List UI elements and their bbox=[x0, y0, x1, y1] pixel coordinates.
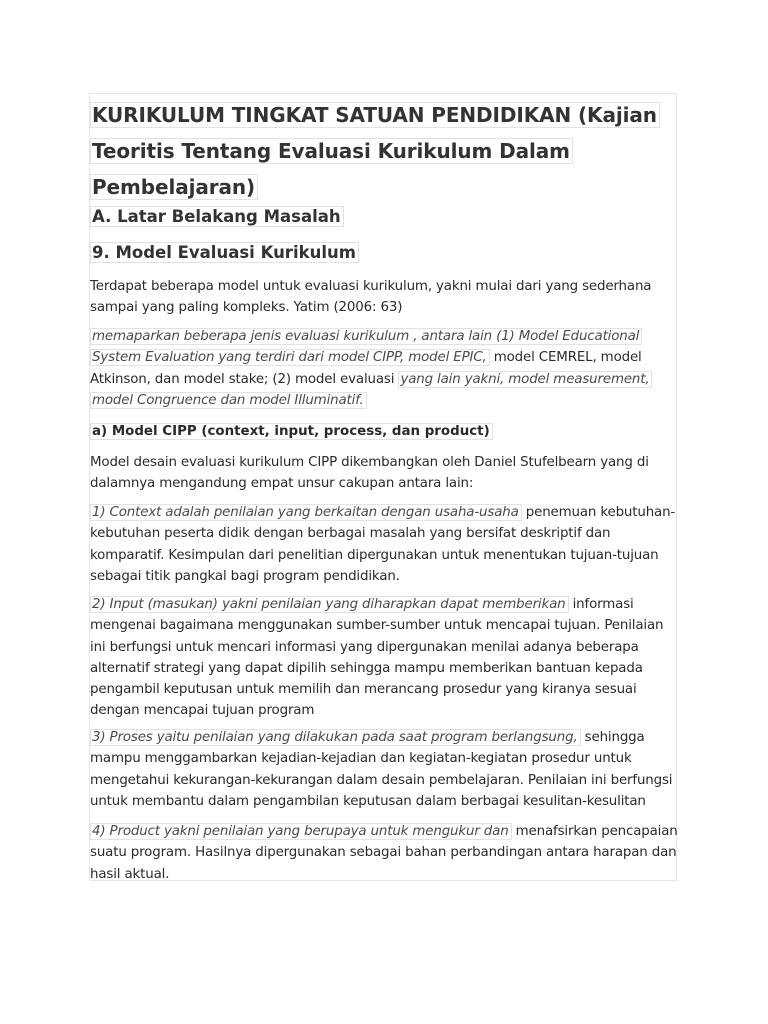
paragraph-intro bbox=[90, 276, 678, 319]
list-item-process-lead: 3) Proses yaitu penilaian yang dilakukan pada saat program berlangsung, bbox=[90, 729, 581, 746]
list-item-process-rest: sehingga mampu menggambarkan kejadian-kejadian dan kegiatan-kegiatan prosedur untuk mengetahui kekurangan-kekurangan dalam desain pembelajaran. Penilaian ini berfungsi untuk membantu dalam pengambilan keputusan dalam berbagai kesulitan-kesulitan bbox=[90, 730, 673, 809]
list-item-product-rest: menafsirkan pencapaian suatu program. Hasilnya dipergunakan sebagai bahan perbandingan antara harapan dan hasil aktual. bbox=[90, 824, 678, 882]
section-heading-9-text: 9. Model Evaluasi Kurikulum bbox=[90, 242, 359, 263]
models-normal-part: model CEMREL, model Atkinson, dan model stake; (2) model evaluasi bbox=[90, 350, 642, 387]
list-item-input-rest: informasi mengenai bagaimana menggunakan sumber-sumber untuk mencapai tujuan. Penilaian ini berfungsi untuk mencari informasi yang dipergunakan menilai adanya beberapa alternatif strategi yang dapat dipilih sehingga mampu memberikan bantuan kepada pengambil keputusan untuk memilih dan merancang prosedur yang kiranya sesuai dengan mencapai tujuan program bbox=[90, 597, 664, 719]
list-item-process bbox=[90, 727, 678, 812]
subheading-cipp-text: a) Model CIPP (context, input, process, dan product) bbox=[90, 423, 493, 440]
list-item-context bbox=[90, 502, 678, 587]
document-title bbox=[90, 97, 670, 205]
subheading-cipp bbox=[90, 422, 493, 442]
paragraph-cipp-intro-text: Model desain evaluasi kurikulum CIPP dikembangkan oleh Daniel Stufelbearn yang di dalamnya mengandung empat unsur cakupan antara lain: bbox=[90, 455, 649, 492]
list-item-input bbox=[90, 594, 678, 722]
models-italic-part-1: memaparkan beberapa jenis evaluasi kurikulum , antara lain (1) Model Educational System Evaluation yang terdiri dari model CIPP, model EPIC, bbox=[90, 328, 642, 366]
list-item-product bbox=[90, 821, 678, 885]
list-item-input-lead: 2) Input (masukan) yakni penilaian yang diharapkan dapat memberikan bbox=[90, 596, 569, 613]
models-italic-part-2: yang lain yakni, model measurement, model Congruence dan model Illuminatif. bbox=[90, 371, 652, 409]
paragraph-cipp-intro bbox=[90, 452, 678, 495]
section-heading-a-text: A. Latar Belakang Masalah bbox=[90, 206, 344, 227]
section-heading-a bbox=[90, 206, 344, 228]
list-item-context-rest: penemuan kebutuhan-kebutuhan peserta didik dengan berbagai masalah yang bersifat deskriptif dan komparatif. Kesimpulan dari penelitian dipergunakan untuk menentukan tujuan-tujuan sebagai titik pangkal bagi program pendidikan. bbox=[90, 505, 676, 584]
section-heading-9 bbox=[90, 242, 359, 264]
title-text: KURIKULUM TINGKAT SATUAN PENDIDIKAN (Kajian Teoritis Tentang Evaluasi Kurikulum Dalam Pembelajaran) bbox=[90, 102, 660, 200]
paragraph-intro-text: Terdapat beberapa model untuk evaluasi kurikulum, yakni mulai dari yang sederhana sampai yang paling kompleks. Yatim (2006: 63) bbox=[90, 279, 652, 316]
list-item-product-lead: 4) Product yakni penilaian yang berupaya untuk mengukur dan bbox=[90, 823, 512, 840]
list-item-context-lead: 1) Context adalah penilaian yang berkaitan dengan usaha-usaha bbox=[90, 504, 522, 521]
document-page bbox=[89, 93, 677, 881]
paragraph-models bbox=[90, 326, 678, 411]
